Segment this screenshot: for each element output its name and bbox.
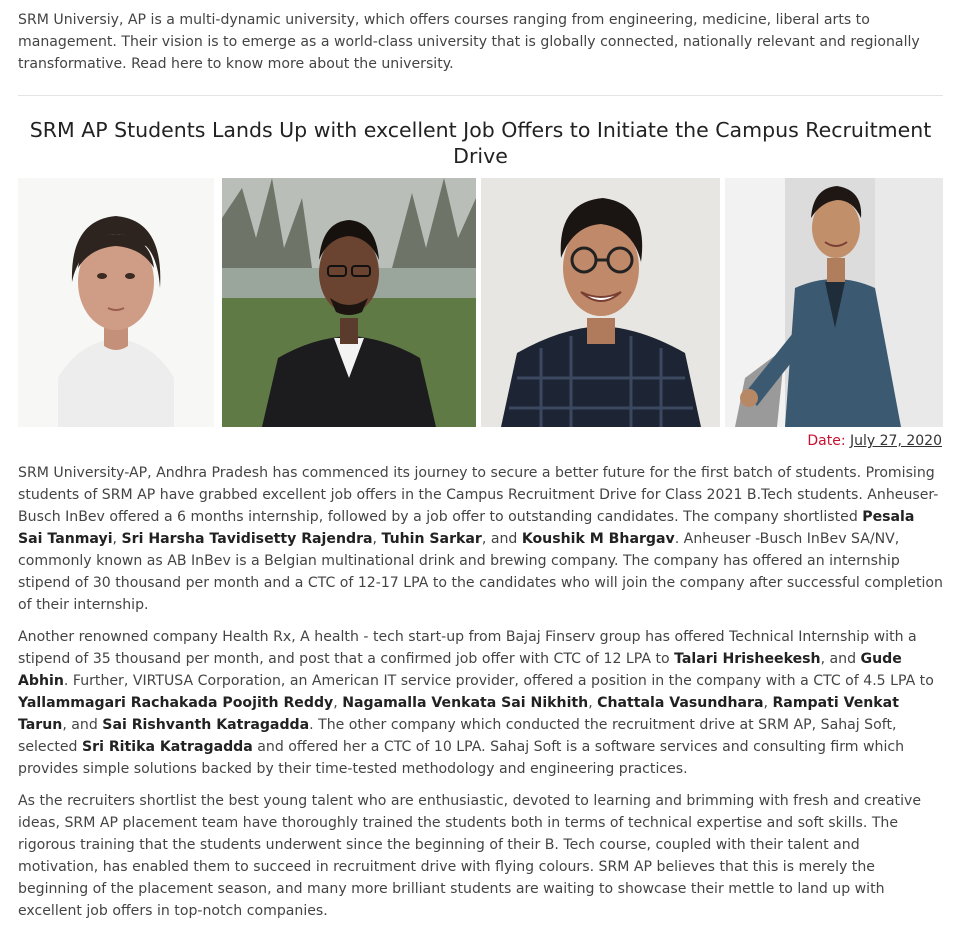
text-run: . Further, VIRTUSA Corporation, an American IT service provider, offered a position in the company with a CTC of 4.5 LPA to <box>63 673 934 689</box>
student-name: Sri Harsha Tavidisetty Rajendra <box>121 531 373 547</box>
article-title: SRM AP Students Lands Up with excellent Job Offers to Initiate the Campus Recruitment Drive <box>29 118 932 168</box>
student-photo-3 <box>481 178 720 427</box>
text-run: , and <box>820 651 861 667</box>
text-run: , and <box>62 717 103 733</box>
student-name: Nagamalla Venkata Sai Nikhith <box>342 695 589 711</box>
student-name: Talari Hrisheekesh <box>674 651 821 667</box>
student-name: Rampati Venkat Tarun <box>18 695 899 733</box>
date-label: Date: <box>807 433 846 449</box>
text-run: , <box>763 695 773 711</box>
text-run: , <box>112 531 122 547</box>
student-name: Sri Ritika Katragadda <box>81 739 253 755</box>
text-run: , <box>333 695 343 711</box>
date-link[interactable]: July 27, 2020 <box>850 433 942 449</box>
text-run: and offered her a CTC of 10 LPA. Sahaj Soft is a software services and consulting firm which provides simple solutions backed by their time-tested methodology and engineering practices. <box>18 739 905 777</box>
text-run: . Anheuser -Busch InBev SA/NV, commonly known as AB InBev is a Belgian multinational drink and brewing company. The company has offered an internship stipend of 30 thousand per month and a CTC of 12-17 LPA to the candidates who will join the company after successful completion of their internship. <box>18 531 943 613</box>
article-date <box>807 431 942 451</box>
text-run: , and <box>481 531 522 547</box>
article-paragraph-2 <box>18 626 943 780</box>
student-name: Sai Rishvanth Katragadda <box>102 717 310 733</box>
student-name: Pesala Sai Tanmayi <box>18 509 915 547</box>
student-photo-4 <box>725 178 943 427</box>
text-run: SRM University-AP, Andhra Pradesh has commenced its journey to secure a better future for the first batch of students. Promising students of SRM AP have grabbed excellent job offers in the Campus Recruitment Drive for Class 2021 B.Tech students. Anheuser-Busch InBev offered a 6 months internship, followed by a job offer to outstanding candidates. The company shortlisted <box>18 465 939 525</box>
text-run: Another renowned company Health Rx, A health - tech start-up from Bajaj Finserv group has offered Technical Internship with a stipend of 35 thousand per month, and post that a confirmed job offer with CTC of 12 LPA to <box>18 629 917 667</box>
text-run: . The other company which conducted the recruitment drive at SRM AP, Sahaj Soft, selected <box>18 717 897 755</box>
student-name: Gude Abhin <box>18 651 902 689</box>
section-divider <box>18 95 943 96</box>
student-photo-2 <box>222 178 476 427</box>
student-photo-1 <box>18 178 214 427</box>
text-run: , <box>372 531 382 547</box>
intro-paragraph: SRM Universiy, AP is a multi-dynamic university, which offers courses ranging from engineering, medicine, liberal arts to management. Their vision is to emerge as a world-class university that is globally connected, nationally relevant and regionally transformative. Read here to know more about the university. <box>18 12 920 72</box>
article-paragraph-1 <box>18 462 943 616</box>
text-run: , <box>588 695 598 711</box>
student-name: Koushik M Bhargav <box>521 531 675 547</box>
student-name: Tuhin Sarkar <box>381 531 482 547</box>
student-name: Chattala Vasundhara <box>597 695 764 711</box>
student-name: Yallammagari Rachakada Poojith Reddy <box>18 695 334 711</box>
article-paragraph-3: As the recruiters shortlist the best young talent who are enthusiastic, devoted to learning and brimming with fresh and creative ideas, SRM AP placement team have thoroughly trained the students both in terms of technical expertise and soft skills. The rigorous training that the students underwent since the beginning of their B. Tech course, coupled with their talent and motivation, has enabled them to succeed in recruitment drive with flying colours. SRM AP believes that this is merely the beginning of the placement season, and many more brilliant students are waiting to showcase their mettle to land up with excellent job offers in top-notch companies. <box>18 793 922 919</box>
